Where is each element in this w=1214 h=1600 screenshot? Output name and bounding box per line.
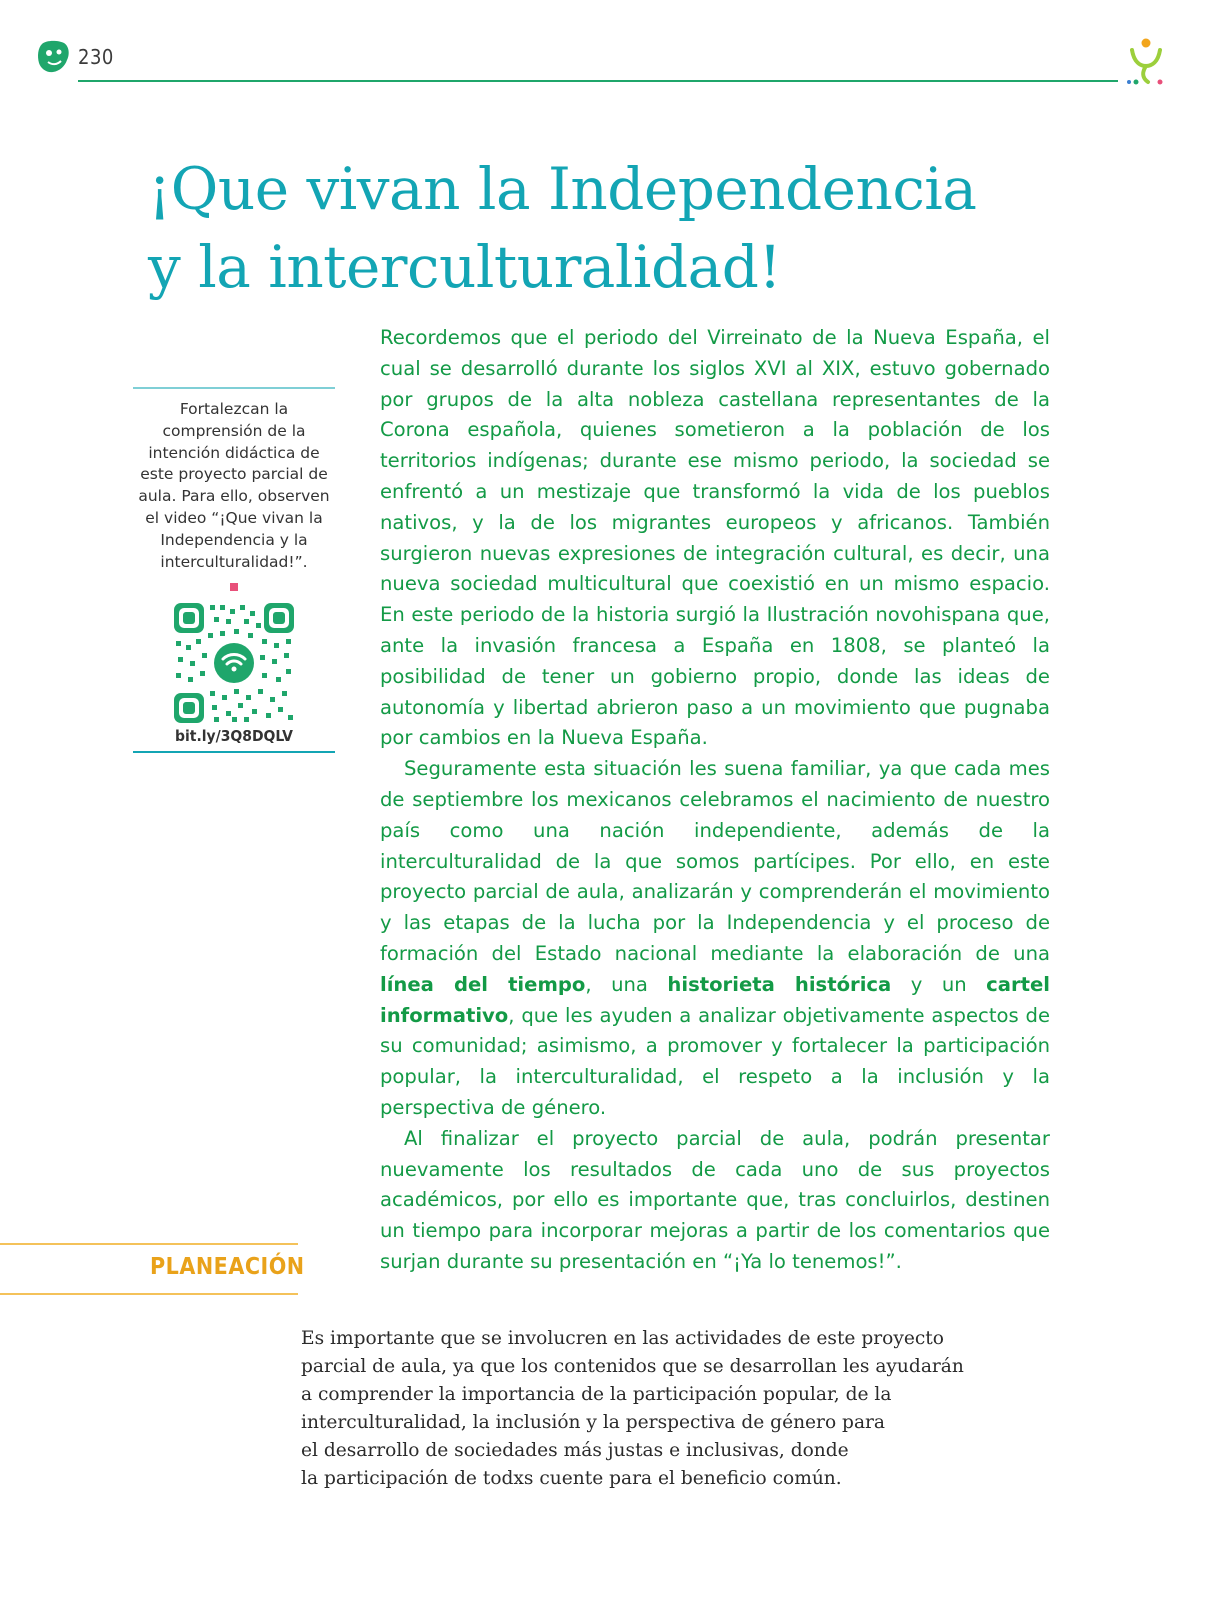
qr-code-icon[interactable] — [174, 603, 294, 723]
planeacion-heading: PLANEACIÓN — [150, 1254, 305, 1280]
planeacion-line: la participación de todxs cuente para el beneficio común. — [301, 1467, 842, 1489]
colorful-figure-logo — [1120, 36, 1168, 86]
body-paragraph-3: Al finalizar el proyecto parcial de aula, podrán presentar nuevamente los resultados de cada uno de sus proyectos académicos, por ello es importante que, tras concluirlos, destinen un tiempo para incorporar mejoras a partir de los comentarios que surjan durante su presentación en “¡Ya lo tenemos!”. — [380, 1126, 1050, 1273]
page-title-line-1: ¡Que vivan la Independencia — [148, 155, 977, 223]
body-paragraph-2 — [380, 754, 1050, 1124]
body-paragraph-2-text-c: y un — [891, 972, 987, 996]
planeacion-line: interculturalidad, la inclusión y la perspectiva de género para — [301, 1411, 886, 1433]
green-mask-icon — [36, 40, 72, 74]
planeacion-line: Es importante que se involucren en las actividades de este proyecto — [301, 1328, 944, 1349]
body-paragraph-1: Recordemos que el periodo del Virreinato de la Nueva España, el cual se desarrolló durante los siglos XVI al XIX, estuvo gobernado por grupos de la alta nobleza castellana representantes de la Corona española, quienes sometieron a la población de los territorios indígenas; durante ese mismo periodo, la sociedad se enfrentó a un mestizaje que transformó la vida de los pueblos nativos, y la de los migrantes europeos y africanos. También surgieron nuevas expresiones de integración cultural, es decir, una nueva sociedad multicultural que coexistió en un mismo espacio. En este periodo de la historia surgió la Ilustración novohispana que, ante la invasión francesa a España en 1808, se planteó la posibilidad de tener un gobierno propio, donde las ideas de autonomía y libertad abrieron paso a un movimiento que pugnaba por cambios en la Nueva España. — [380, 326, 1050, 750]
planeacion-line: el desarrollo de sociedades más justas e inclusivas, donde — [301, 1439, 849, 1461]
planeacion-line: a comprender la importancia de la participación popular, de la — [301, 1383, 892, 1405]
planeacion-text — [301, 1325, 964, 1492]
body-paragraph-2-text-b: , una — [585, 972, 668, 996]
page-number: 230 — [78, 45, 114, 69]
sidebar-dot — [230, 583, 238, 591]
sidebar-text: Fortalezcan la comprensión de la intención didáctica de este proyecto parcial de aula. Para ello, observen el video “¡Que vivan la Independencia y la interculturalidad!”. — [138, 400, 330, 571]
keyword-cartel-informativo: cartel informativo — [380, 972, 1051, 1027]
sidebar-top-rule — [133, 387, 335, 389]
page-title — [148, 150, 976, 306]
planeacion-bottom-rule — [0, 1293, 298, 1295]
video-sidebar — [133, 387, 335, 753]
page-title-line-2: y la interculturalidad! — [148, 233, 782, 301]
body-paragraph-2-text-a: Seguramente esta situación les suena familiar, ya que cada mes de septiembre los mexicanos celebramos el nacimiento de nuestro país como una nación independiente, además de la interculturalidad de la que somos partícipes. Por ello, en este proyecto parcial de aula, analizarán y comprenderán el movimiento y las etapas de la lucha por la Independencia y el proceso de formación del Estado nacional mediante la elaboración de una — [380, 757, 1050, 965]
planeacion-top-rule — [0, 1243, 298, 1245]
body-paragraph-2-text-d: , que les ayuden a analizar objetivamente aspectos de su comunidad; asimismo, a promover y fortalecer la participación popular, la interculturalidad, el respeto a la inclusión y la perspectiva de género. — [380, 1003, 1050, 1119]
keyword-historieta-historica: historieta histórica — [667, 972, 892, 996]
video-link[interactable]: bit.ly/3Q8DQLV — [175, 727, 293, 746]
sidebar-bottom-rule — [133, 751, 335, 753]
planeacion-line: parcial de aula, ya que los contenidos que se desarrollan les ayudarán — [301, 1355, 964, 1377]
keyword-linea-del-tiempo: línea del tiempo — [380, 972, 586, 996]
page-header — [36, 36, 1136, 86]
header-rule — [78, 80, 1118, 82]
main-body — [380, 323, 1050, 1278]
